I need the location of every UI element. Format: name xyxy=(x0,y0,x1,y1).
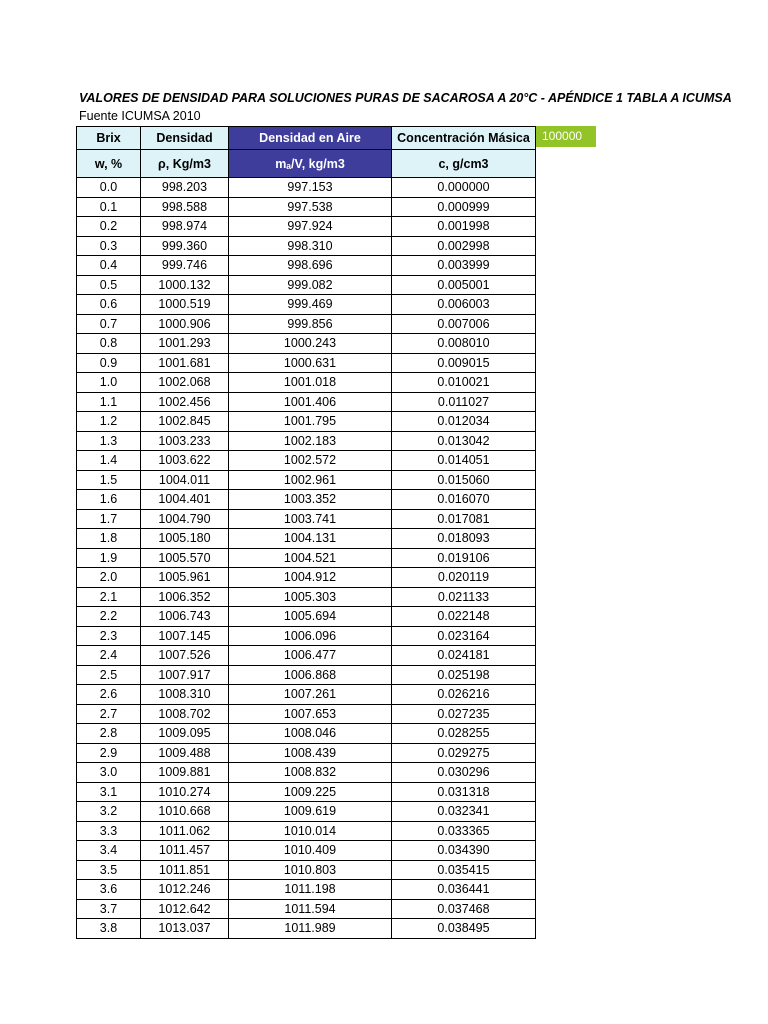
density-air-cell[interactable]: 1005.694 xyxy=(229,607,392,627)
density-cell[interactable]: 1007.145 xyxy=(141,626,229,646)
density-air-cell[interactable]: 1010.803 xyxy=(229,860,392,880)
mass-concentration-cell[interactable]: 0.016070 xyxy=(392,490,536,510)
brix-cell[interactable]: 2.8 xyxy=(77,724,141,744)
table-row xyxy=(77,763,536,783)
density-table xyxy=(76,126,536,939)
header-row-units xyxy=(77,150,536,178)
brix-cell[interactable]: 0.5 xyxy=(77,275,141,295)
density-cell[interactable]: 1013.037 xyxy=(141,919,229,939)
table-row xyxy=(77,509,536,529)
density-cell[interactable]: 1009.881 xyxy=(141,763,229,783)
density-cell[interactable]: 1008.702 xyxy=(141,704,229,724)
density-cell[interactable]: 1001.293 xyxy=(141,334,229,354)
density-cell[interactable]: 998.974 xyxy=(141,217,229,237)
brix-cell[interactable]: 3.5 xyxy=(77,860,141,880)
density-cell[interactable]: 1009.095 xyxy=(141,724,229,744)
mass-concentration-cell[interactable]: 0.010021 xyxy=(392,373,536,393)
mass-concentration-cell[interactable]: 0.014051 xyxy=(392,451,536,471)
brix-cell[interactable]: 1.1 xyxy=(77,392,141,412)
density-cell[interactable]: 1009.488 xyxy=(141,743,229,763)
density-air-cell[interactable]: 1009.225 xyxy=(229,782,392,802)
brix-cell[interactable]: 3.3 xyxy=(77,821,141,841)
header-mass-concentration[interactable]: Concentración Másica xyxy=(392,127,536,150)
density-air-cell[interactable]: 1003.352 xyxy=(229,490,392,510)
density-cell[interactable]: 1005.961 xyxy=(141,568,229,588)
density-air-cell[interactable]: 999.469 xyxy=(229,295,392,315)
brix-cell[interactable]: 3.6 xyxy=(77,880,141,900)
table-row xyxy=(77,256,536,276)
density-cell[interactable]: 1006.352 xyxy=(141,587,229,607)
mass-concentration-cell[interactable]: 0.009015 xyxy=(392,353,536,373)
table-row xyxy=(77,568,536,588)
density-cell[interactable]: 1004.011 xyxy=(141,470,229,490)
table-row xyxy=(77,373,536,393)
brix-cell[interactable]: 2.0 xyxy=(77,568,141,588)
brix-cell[interactable]: 0.4 xyxy=(77,256,141,276)
density-cell[interactable]: 1000.906 xyxy=(141,314,229,334)
density-air-cell[interactable]: 1008.439 xyxy=(229,743,392,763)
density-cell[interactable]: 998.203 xyxy=(141,178,229,198)
density-air-cell[interactable]: 1006.477 xyxy=(229,646,392,666)
brix-cell[interactable]: 1.6 xyxy=(77,490,141,510)
density-air-cell[interactable]: 1002.572 xyxy=(229,451,392,471)
brix-cell[interactable]: 2.6 xyxy=(77,685,141,705)
density-air-cell[interactable]: 997.153 xyxy=(229,178,392,198)
brix-cell[interactable]: 3.0 xyxy=(77,763,141,783)
table-row xyxy=(77,665,536,685)
density-cell[interactable]: 998.588 xyxy=(141,197,229,217)
density-air-cell[interactable]: 1005.303 xyxy=(229,587,392,607)
density-cell[interactable]: 1010.668 xyxy=(141,802,229,822)
table-row xyxy=(77,178,536,198)
mass-concentration-cell[interactable]: 0.000000 xyxy=(392,178,536,198)
table-row xyxy=(77,470,536,490)
mass-concentration-cell[interactable]: 0.037468 xyxy=(392,899,536,919)
brix-cell[interactable]: 0.8 xyxy=(77,334,141,354)
mass-concentration-cell[interactable]: 0.000999 xyxy=(392,197,536,217)
table-body xyxy=(77,178,536,939)
density-cell[interactable]: 1002.456 xyxy=(141,392,229,412)
highlighted-cell[interactable]: 100000 xyxy=(536,126,596,147)
mass-concentration-cell[interactable]: 0.011027 xyxy=(392,392,536,412)
table-row xyxy=(77,314,536,334)
brix-cell[interactable]: 2.9 xyxy=(77,743,141,763)
density-cell[interactable]: 1001.681 xyxy=(141,353,229,373)
table-row xyxy=(77,743,536,763)
density-cell[interactable]: 1002.845 xyxy=(141,412,229,432)
table-row xyxy=(77,295,536,315)
brix-cell[interactable]: 3.7 xyxy=(77,899,141,919)
mass-concentration-cell[interactable]: 0.002998 xyxy=(392,236,536,256)
density-cell[interactable]: 1003.622 xyxy=(141,451,229,471)
brix-cell[interactable]: 0.1 xyxy=(77,197,141,217)
brix-cell[interactable]: 1.5 xyxy=(77,470,141,490)
mass-concentration-cell[interactable]: 0.026216 xyxy=(392,685,536,705)
density-air-cell[interactable]: 1006.868 xyxy=(229,665,392,685)
mass-concentration-cell[interactable]: 0.012034 xyxy=(392,412,536,432)
mass-concentration-cell[interactable]: 0.033365 xyxy=(392,821,536,841)
density-cell[interactable]: 1011.062 xyxy=(141,821,229,841)
table-row xyxy=(77,626,536,646)
mass-concentration-cell[interactable]: 0.028255 xyxy=(392,724,536,744)
mass-concentration-cell[interactable]: 0.017081 xyxy=(392,509,536,529)
table-row xyxy=(77,724,536,744)
table-row xyxy=(77,412,536,432)
table-row xyxy=(77,782,536,802)
brix-cell[interactable]: 3.2 xyxy=(77,802,141,822)
mass-concentration-cell[interactable]: 0.001998 xyxy=(392,217,536,237)
density-air-cell[interactable]: 1004.131 xyxy=(229,529,392,549)
density-cell[interactable]: 1007.917 xyxy=(141,665,229,685)
unit-density[interactable]: ρ, Kg/m3 xyxy=(141,150,229,178)
density-cell[interactable]: 999.746 xyxy=(141,256,229,276)
table-row xyxy=(77,275,536,295)
brix-cell[interactable]: 1.0 xyxy=(77,373,141,393)
density-air-cell[interactable]: 1001.018 xyxy=(229,373,392,393)
density-air-cell[interactable]: 1001.406 xyxy=(229,392,392,412)
density-air-cell[interactable]: 1009.619 xyxy=(229,802,392,822)
mass-concentration-cell[interactable]: 0.006003 xyxy=(392,295,536,315)
density-air-cell[interactable]: 1004.521 xyxy=(229,548,392,568)
density-cell[interactable]: 1005.180 xyxy=(141,529,229,549)
density-air-cell[interactable]: 1007.653 xyxy=(229,704,392,724)
unit-brix[interactable]: w, % xyxy=(77,150,141,178)
brix-cell[interactable]: 1.8 xyxy=(77,529,141,549)
table-row xyxy=(77,451,536,471)
brix-cell[interactable]: 2.1 xyxy=(77,587,141,607)
density-air-cell[interactable]: 1002.961 xyxy=(229,470,392,490)
source-note: Fuente ICUMSA 2010 xyxy=(79,109,201,123)
brix-cell[interactable]: 0.9 xyxy=(77,353,141,373)
mass-concentration-cell[interactable]: 0.032341 xyxy=(392,802,536,822)
mass-concentration-cell[interactable]: 0.030296 xyxy=(392,763,536,783)
density-cell[interactable]: 1011.457 xyxy=(141,841,229,861)
density-air-cell[interactable]: 1001.795 xyxy=(229,412,392,432)
mass-concentration-cell[interactable]: 0.018093 xyxy=(392,529,536,549)
density-cell[interactable]: 1003.233 xyxy=(141,431,229,451)
density-air-cell[interactable]: 998.310 xyxy=(229,236,392,256)
density-cell[interactable]: 999.360 xyxy=(141,236,229,256)
density-cell[interactable]: 1010.274 xyxy=(141,782,229,802)
brix-cell[interactable]: 0.7 xyxy=(77,314,141,334)
unit-mass-concentration[interactable]: c, g/cm3 xyxy=(392,150,536,178)
density-air-cell[interactable]: 997.538 xyxy=(229,197,392,217)
table-row xyxy=(77,197,536,217)
table-row xyxy=(77,841,536,861)
unit-density-air[interactable]: mₐ/V, kg/m3 xyxy=(229,150,392,178)
mass-concentration-cell[interactable]: 0.025198 xyxy=(392,665,536,685)
mass-concentration-cell[interactable]: 0.031318 xyxy=(392,782,536,802)
brix-cell[interactable]: 2.4 xyxy=(77,646,141,666)
density-air-cell[interactable]: 1000.243 xyxy=(229,334,392,354)
mass-concentration-cell[interactable]: 0.007006 xyxy=(392,314,536,334)
density-air-cell[interactable]: 1004.912 xyxy=(229,568,392,588)
mass-concentration-cell[interactable]: 0.008010 xyxy=(392,334,536,354)
brix-cell[interactable]: 0.3 xyxy=(77,236,141,256)
density-air-cell[interactable]: 999.856 xyxy=(229,314,392,334)
density-cell[interactable]: 1005.570 xyxy=(141,548,229,568)
density-air-cell[interactable]: 1008.832 xyxy=(229,763,392,783)
table-row xyxy=(77,392,536,412)
density-air-cell[interactable]: 997.924 xyxy=(229,217,392,237)
mass-concentration-cell[interactable]: 0.036441 xyxy=(392,880,536,900)
brix-cell[interactable]: 1.2 xyxy=(77,412,141,432)
table-row xyxy=(77,217,536,237)
table-row xyxy=(77,704,536,724)
density-cell[interactable]: 1002.068 xyxy=(141,373,229,393)
density-air-cell[interactable]: 1008.046 xyxy=(229,724,392,744)
header-density[interactable]: Densidad xyxy=(141,127,229,150)
density-cell[interactable]: 1008.310 xyxy=(141,685,229,705)
table-row xyxy=(77,685,536,705)
table-row xyxy=(77,529,536,549)
density-cell[interactable]: 1007.526 xyxy=(141,646,229,666)
density-cell[interactable]: 1004.401 xyxy=(141,490,229,510)
table-row xyxy=(77,490,536,510)
brix-cell[interactable]: 3.1 xyxy=(77,782,141,802)
brix-cell[interactable]: 3.8 xyxy=(77,919,141,939)
table-row xyxy=(77,607,536,627)
table-row xyxy=(77,880,536,900)
density-air-cell[interactable]: 1003.741 xyxy=(229,509,392,529)
density-cell[interactable]: 1011.851 xyxy=(141,860,229,880)
table-row xyxy=(77,587,536,607)
brix-cell[interactable]: 2.7 xyxy=(77,704,141,724)
table-row xyxy=(77,919,536,939)
table-row xyxy=(77,353,536,373)
table-row xyxy=(77,236,536,256)
header-row-labels xyxy=(77,127,536,150)
density-air-cell[interactable]: 1000.631 xyxy=(229,353,392,373)
density-air-cell[interactable]: 998.696 xyxy=(229,256,392,276)
density-air-cell[interactable]: 1011.989 xyxy=(229,919,392,939)
brix-cell[interactable]: 1.7 xyxy=(77,509,141,529)
mass-concentration-cell[interactable]: 0.029275 xyxy=(392,743,536,763)
document-title: VALORES DE DENSIDAD PARA SOLUCIONES PURAS DE SACAROSA A 20°C - APÉNDICE 1 TABLA A ICUMSA xyxy=(79,91,732,105)
brix-cell[interactable]: 0.0 xyxy=(77,178,141,198)
table-row xyxy=(77,548,536,568)
density-cell[interactable]: 1004.790 xyxy=(141,509,229,529)
mass-concentration-cell[interactable]: 0.019106 xyxy=(392,548,536,568)
density-cell[interactable]: 1012.246 xyxy=(141,880,229,900)
brix-cell[interactable]: 3.4 xyxy=(77,841,141,861)
mass-concentration-cell[interactable]: 0.021133 xyxy=(392,587,536,607)
table-row xyxy=(77,899,536,919)
brix-cell[interactable]: 0.6 xyxy=(77,295,141,315)
mass-concentration-cell[interactable]: 0.034390 xyxy=(392,841,536,861)
density-cell[interactable]: 1012.642 xyxy=(141,899,229,919)
header-density-air[interactable]: Densidad en Aire xyxy=(229,127,392,150)
brix-cell[interactable]: 1.9 xyxy=(77,548,141,568)
table-row xyxy=(77,334,536,354)
table-row xyxy=(77,860,536,880)
header-brix[interactable]: Brix xyxy=(77,127,141,150)
density-cell[interactable]: 1006.743 xyxy=(141,607,229,627)
density-air-cell[interactable]: 1006.096 xyxy=(229,626,392,646)
mass-concentration-cell[interactable]: 0.023164 xyxy=(392,626,536,646)
brix-cell[interactable]: 2.3 xyxy=(77,626,141,646)
density-air-cell[interactable]: 1007.261 xyxy=(229,685,392,705)
mass-concentration-cell[interactable]: 0.035415 xyxy=(392,860,536,880)
density-air-cell[interactable]: 1011.594 xyxy=(229,899,392,919)
table-row xyxy=(77,646,536,666)
mass-concentration-cell[interactable]: 0.005001 xyxy=(392,275,536,295)
table-row xyxy=(77,821,536,841)
mass-concentration-cell[interactable]: 0.013042 xyxy=(392,431,536,451)
mass-concentration-cell[interactable]: 0.024181 xyxy=(392,646,536,666)
density-air-cell[interactable]: 1002.183 xyxy=(229,431,392,451)
brix-cell[interactable]: 2.5 xyxy=(77,665,141,685)
density-air-cell[interactable]: 1010.014 xyxy=(229,821,392,841)
mass-concentration-cell[interactable]: 0.027235 xyxy=(392,704,536,724)
mass-concentration-cell[interactable]: 0.038495 xyxy=(392,919,536,939)
brix-cell[interactable]: 1.3 xyxy=(77,431,141,451)
mass-concentration-cell[interactable]: 0.020119 xyxy=(392,568,536,588)
mass-concentration-cell[interactable]: 0.015060 xyxy=(392,470,536,490)
density-air-cell[interactable]: 999.082 xyxy=(229,275,392,295)
table-row xyxy=(77,431,536,451)
brix-cell[interactable]: 2.2 xyxy=(77,607,141,627)
density-air-cell[interactable]: 1011.198 xyxy=(229,880,392,900)
density-cell[interactable]: 1000.519 xyxy=(141,295,229,315)
brix-cell[interactable]: 1.4 xyxy=(77,451,141,471)
table-row xyxy=(77,802,536,822)
mass-concentration-cell[interactable]: 0.022148 xyxy=(392,607,536,627)
density-air-cell[interactable]: 1010.409 xyxy=(229,841,392,861)
density-cell[interactable]: 1000.132 xyxy=(141,275,229,295)
brix-cell[interactable]: 0.2 xyxy=(77,217,141,237)
mass-concentration-cell[interactable]: 0.003999 xyxy=(392,256,536,276)
